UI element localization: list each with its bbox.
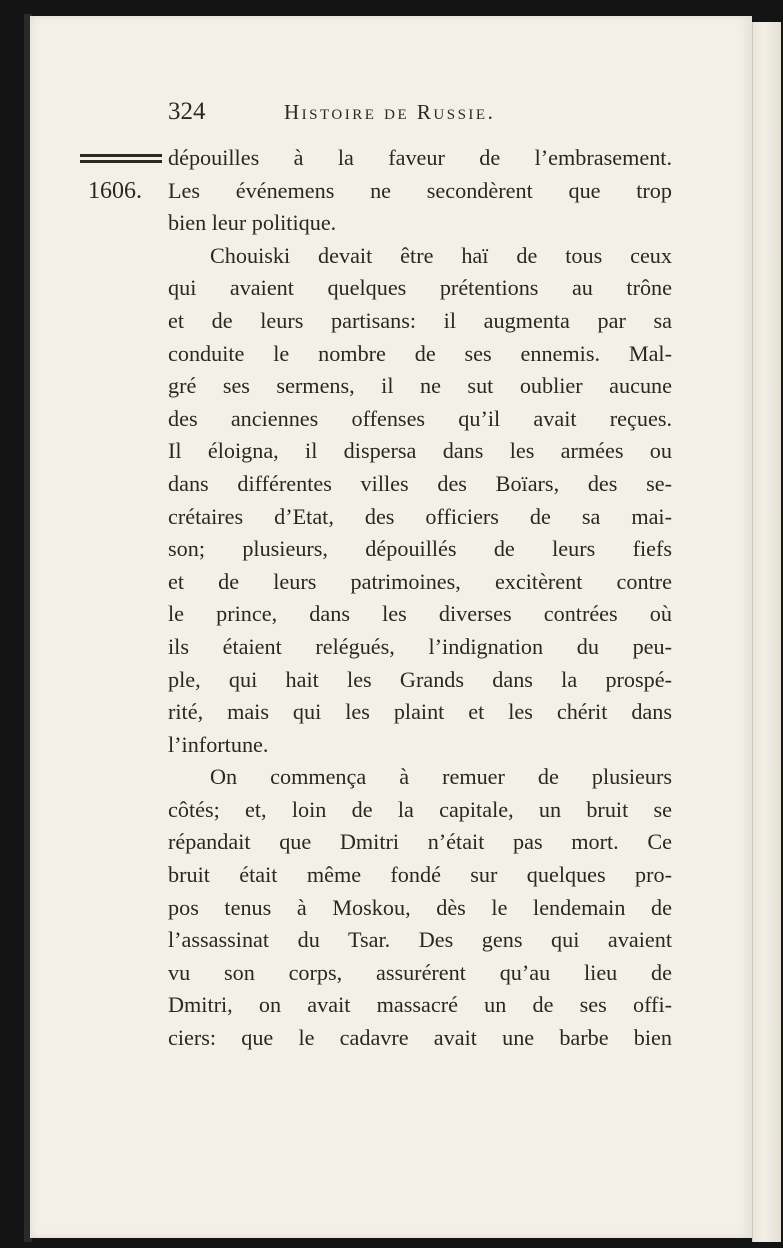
page-number: 324	[168, 98, 206, 125]
running-title: Histoire de Russie.	[284, 100, 496, 124]
text-line: l’assassinat du Tsar. Des gens qui avaient	[168, 927, 672, 953]
text-line: gré ses sermens, il ne sut oublier aucune	[168, 373, 672, 399]
facing-page-edge	[752, 22, 781, 1242]
text-line: le prince, dans les diverses contrées où	[168, 601, 672, 627]
text-line: l’infortune.	[168, 731, 269, 757]
text-line: crétaires d’Etat, des officiers de sa mai-	[168, 503, 672, 529]
text-line: ple, qui hait les Grands dans la prospé-	[168, 666, 672, 692]
text-line: Il éloigna, il dispersa dans les armées ou	[168, 438, 672, 464]
text-line: Dmitri, on avait massacré un de ses offi-	[168, 992, 672, 1018]
text-line: qui avaient quelques prétentions au trône	[168, 275, 672, 301]
page-header	[168, 94, 588, 130]
text-line: ciers: que le cadavre avait une barbe bien	[168, 1025, 672, 1051]
text-line: et de leurs partisans: il augmenta par sa	[168, 307, 672, 333]
text-line: côtés; et, loin de la capitale, un bruit se	[168, 796, 672, 822]
text-line: son; plusieurs, dépouillés de leurs fiefs	[168, 536, 672, 562]
text-line: et de leurs patrimoines, excitèrent contre	[168, 568, 672, 594]
body-text	[168, 142, 672, 1055]
text-line: bien leur politique.	[168, 210, 337, 236]
marginal-double-rule	[80, 154, 162, 163]
text-line: rité, mais qui les plaint et les chérit dans	[168, 699, 672, 725]
text-line: Chouiski devait être haï de tous ceux	[210, 242, 672, 268]
text-line: Les événemens ne secondèrent que trop	[168, 177, 672, 203]
text-line: ils étaient relégués, l’indignation du peu-	[168, 633, 672, 659]
text-line: répandait que Dmitri n’était pas mort. Ce	[168, 829, 672, 855]
text-line: On commença à remuer de plusieurs	[210, 764, 672, 790]
text-line: bruit était même fondé sur quelques pro-	[168, 862, 672, 888]
text-line: dans différentes villes des Boïars, des se-	[168, 470, 672, 496]
text-line: des anciennes offenses qu’il avait reçues.	[168, 405, 672, 431]
text-line: dépouilles à la faveur de l’embrasement.	[168, 145, 672, 170]
text-line: conduite le nombre de ses ennemis. Mal-	[168, 340, 672, 366]
text-line: pos tenus à Moskou, dès le lendemain de	[168, 894, 672, 920]
text-line: vu son corps, assurérent qu’au lieu de	[168, 959, 672, 985]
marginal-year: 1606.	[88, 178, 142, 204]
